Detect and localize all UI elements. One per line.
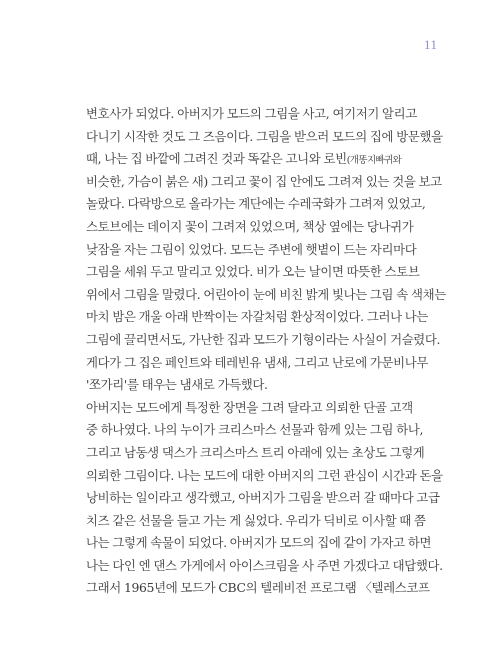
text-line: 나는 그렇게 속물이 되었다. 아버지가 모드의 집에 같이 가자고 하면 [86,535,432,551]
text-line: 변호사가 되었다. 아버지가 모드의 그림을 사고, 여기저기 알리고 [86,106,417,121]
text-line: 스토브에는 데이지 꽃이 그려져 있었으며, 책상 옆에는 당나귀가 [86,218,414,234]
text-line: 그래서 1965년에 모드가 CBC의 텔레비전 프로그램 〈텔레스코프 [86,580,430,596]
text-line: 나는 다인 엔 댄스 가게에서 아이스크림을 사 주면 가겠다고 대답했다. [86,557,443,573]
text-line: 의뢰한 그림이다. 나는 모드에 대한 아버지의 그런 관심이 시간과 돈을 [86,467,443,483]
text-line: 중 하나였다. 나의 누이가 크리스마스 선물과 함께 있는 그림 하나, [86,422,424,438]
text-line: 그림을 세워 두고 말리고 있었다. 비가 오는 날이면 따뜻한 스토브 [86,264,420,280]
text-line: 낮잠을 자는 그림이 있었다. 모드는 주변에 햇볕이 드는 자리마다 [86,241,417,257]
text-line: 그리고 남동생 댁스가 크리스마스 트리 아래에 있는 초상도 그렇게 [86,444,425,460]
text-line: 위에서 그림을 말렸다. 어린아이 눈에 비친 밝게 빛나는 그림 속 색채는 [86,286,446,302]
text-line: 비슷한, 가슴이 붉은 새) 그리고 꽃이 집 안에도 그려져 있는 것을 보고 [86,173,442,189]
text-line: '쪼가리'를 태우는 냄새로 가득했다. [86,377,268,393]
text-line: 놀랐다. 다락방으로 올라가는 계단에는 수레국화가 그려져 있었고, [86,196,426,212]
text-line-note: (개똥지빠귀와 [346,155,402,167]
text-line: 낭비하는 일이라고 생각했고, 아버지가 그림을 받으러 갈 때마다 고급 [86,490,440,506]
text-line: 다니기 시작한 것도 그 즈음이다. 그림을 받으러 모드의 집에 방문했을 [86,128,443,144]
body-text [86,103,446,600]
text-line-main: 때, 나는 집 바깥에 그려진 것과 똑같은 고니와 로빈 [86,151,347,167]
text-line: 마치 밤은 개울 아래 반짝이는 자갈처럼 환상적이었다. 그러나 나는 [86,309,429,325]
text-line: 그림에 끌리면서도, 가난한 집과 모드가 기형이라는 사실이 거슬렸다. [86,331,441,347]
text-line: 아버지는 모드에게 특정한 장면을 그려 달라고 의뢰한 단골 고객 [86,399,413,415]
page-number: 11 [424,37,438,52]
text-line: 게다가 그 집은 페인트와 테레빈유 냄새, 그리고 난로에 가문비나무 [86,354,429,370]
text-line: 치즈 같은 선물을 들고 가는 게 싫었다. 우리가 딕비로 이사할 때 쯤 [86,512,426,528]
text-line [86,148,446,171]
